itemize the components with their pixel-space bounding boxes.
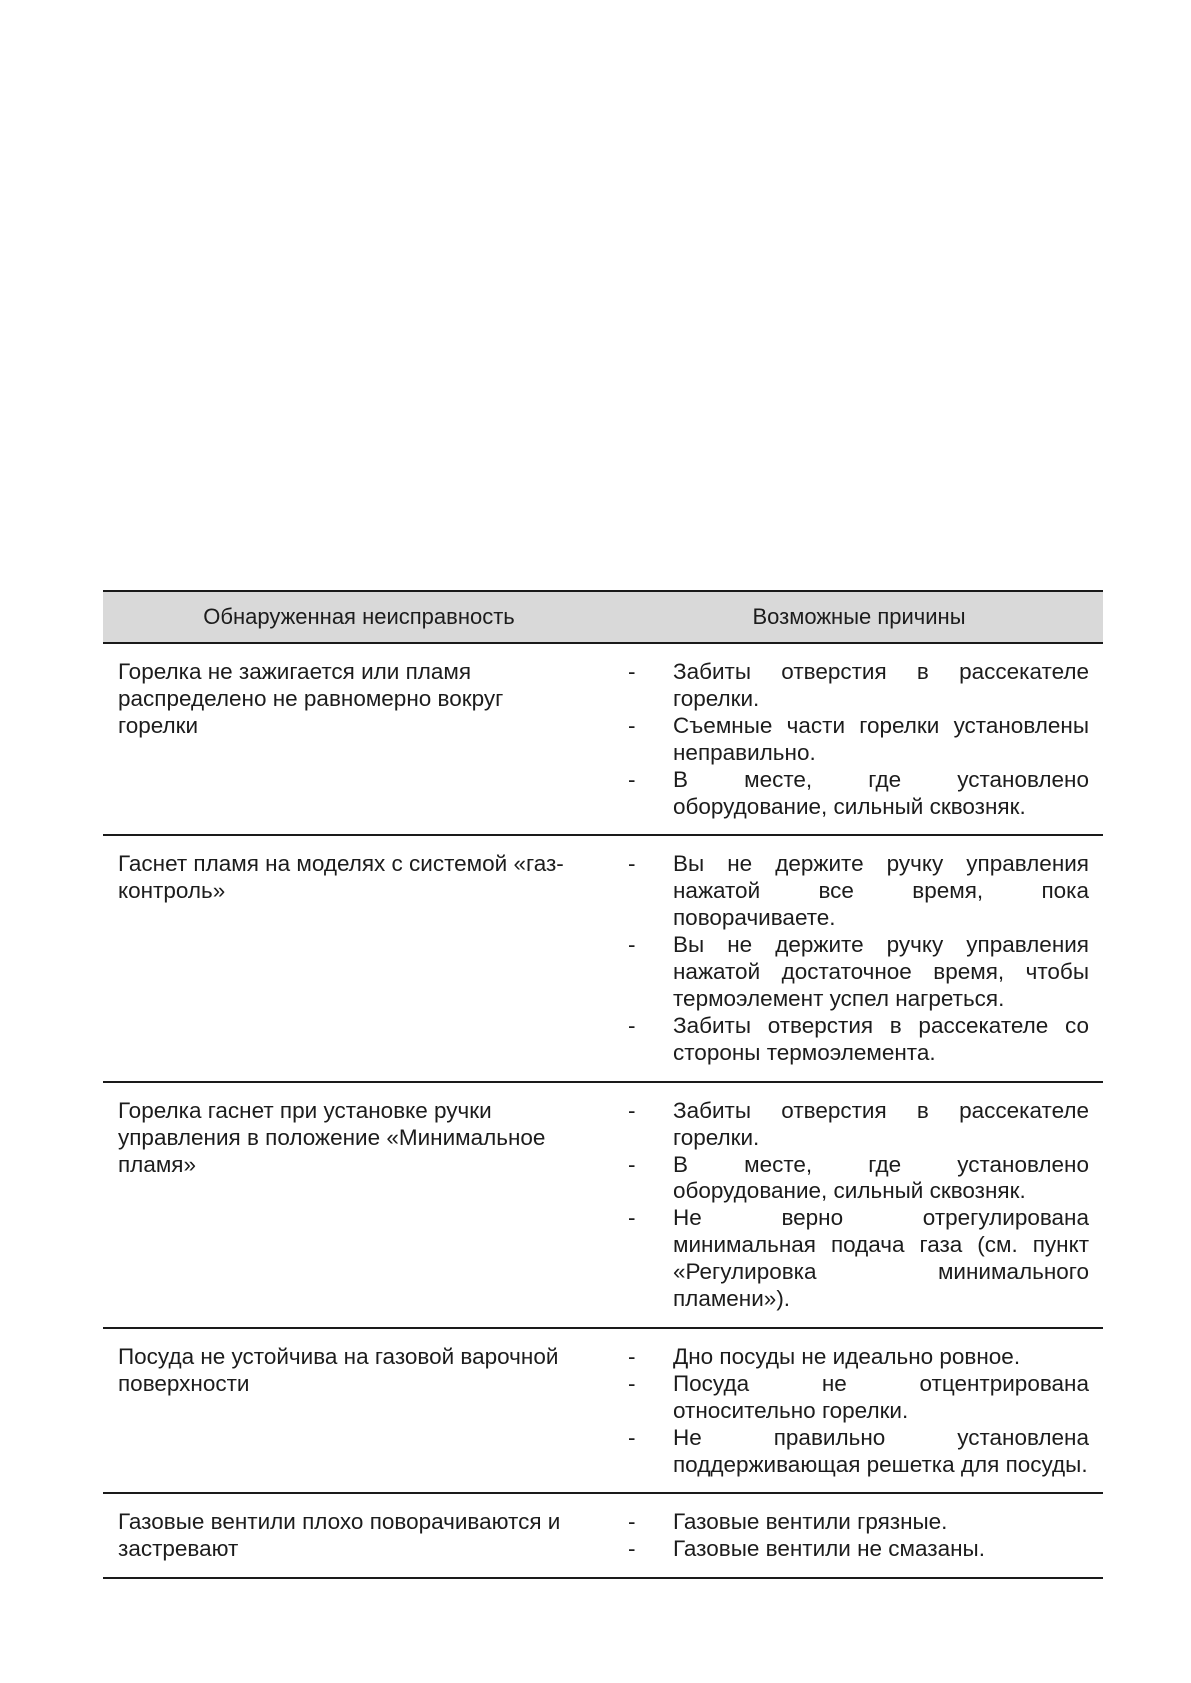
problem-cell: Газовые вентили плохо поворачиваются и застревают <box>118 1509 561 1562</box>
cause-item <box>628 851 1089 932</box>
cause-text: Забиты отверстия в рассекателе горелки. <box>673 659 1089 711</box>
bullet-dash: - <box>628 1097 636 1123</box>
cause-text: В месте, где установлено оборудование, сильный сквозняк. <box>673 766 1089 819</box>
bullet-dash: - <box>628 1424 636 1450</box>
bullet-dash: - <box>628 851 636 877</box>
causes-cell <box>588 851 1103 1066</box>
cause-item <box>628 1509 1089 1536</box>
cause-text: Не верно отрегулирована минимальная подача газа (см. пункт «Регулировка минимального пламени»). <box>673 1205 1089 1312</box>
cause-item <box>628 1152 1089 1206</box>
causes-cell <box>588 1098 1103 1313</box>
bullet-dash: - <box>628 1536 636 1562</box>
cause-text: Не правильно установлена поддерживающая решетка для посуды. <box>673 1424 1089 1477</box>
troubleshooting-table <box>103 590 1103 1579</box>
table-row <box>103 1494 1103 1579</box>
bullet-dash: - <box>628 1205 636 1231</box>
header-problem: Обнаруженная неисправность <box>203 604 515 629</box>
bullet-dash: - <box>628 1509 636 1535</box>
table-body <box>103 644 1103 1579</box>
header-causes: Возможные причины <box>752 604 966 629</box>
table-row <box>103 836 1103 1082</box>
bullet-dash: - <box>628 712 636 738</box>
table-row <box>103 1329 1103 1495</box>
cause-text: Вы не держите ручку управления нажатой все время, пока поворачиваете. <box>673 851 1089 931</box>
table-row <box>103 1083 1103 1329</box>
cause-item <box>628 1205 1089 1313</box>
cause-text: Съемные части горелки установлены неправильно. <box>673 712 1089 765</box>
cause-item <box>628 1098 1089 1152</box>
cause-item <box>628 713 1089 767</box>
problem-cell: Посуда не устойчива на газовой варочной поверхности <box>118 1343 559 1396</box>
cause-text: В месте, где установлено оборудование, сильный сквозняк. <box>673 1151 1089 1204</box>
cause-item <box>628 1536 1089 1563</box>
cause-text: Посуда не отцентрирована относительно горелки. <box>673 1370 1089 1423</box>
cause-text: Вы не держите ручку управления нажатой достаточное время, чтобы термоэлемент успел нагреться. <box>673 932 1089 1011</box>
bullet-dash: - <box>628 766 636 792</box>
cause-item <box>628 659 1089 713</box>
cause-text: Газовые вентили грязные. <box>673 1509 948 1535</box>
cause-text: Забиты отверстия в рассекателе со стороны термоэлемента. <box>673 1012 1089 1065</box>
causes-cell <box>588 659 1103 820</box>
bullet-dash: - <box>628 1012 636 1038</box>
cause-item <box>628 1371 1089 1425</box>
cause-text: Дно посуды не идеально ровное. <box>673 1343 1021 1369</box>
cause-item <box>628 1425 1089 1479</box>
cause-text: Забиты отверстия в рассекателе горелки. <box>673 1097 1089 1150</box>
bullet-dash: - <box>628 1151 636 1177</box>
bullet-dash: - <box>628 1370 636 1396</box>
bullet-dash: - <box>628 659 636 684</box>
causes-cell <box>588 1344 1103 1479</box>
problem-cell: Горелка гаснет при установке ручки управления в положение «Минимальное пламя» <box>118 1097 546 1177</box>
cause-item <box>628 1013 1089 1067</box>
causes-cell <box>588 1509 1103 1563</box>
cause-item <box>628 1344 1089 1371</box>
table-row <box>103 644 1103 836</box>
problem-cell: Гаснет пламя на моделях с системой «газ-контроль» <box>118 851 564 904</box>
cause-item <box>628 767 1089 821</box>
problem-cell: Горелка не зажигается или пламя распределено не равномерно вокруг горелки <box>118 659 504 738</box>
bullet-dash: - <box>628 1343 636 1369</box>
bullet-dash: - <box>628 932 636 958</box>
cause-text: Газовые вентили не смазаны. <box>673 1536 985 1562</box>
table-header <box>103 592 1103 644</box>
cause-item <box>628 932 1089 1013</box>
